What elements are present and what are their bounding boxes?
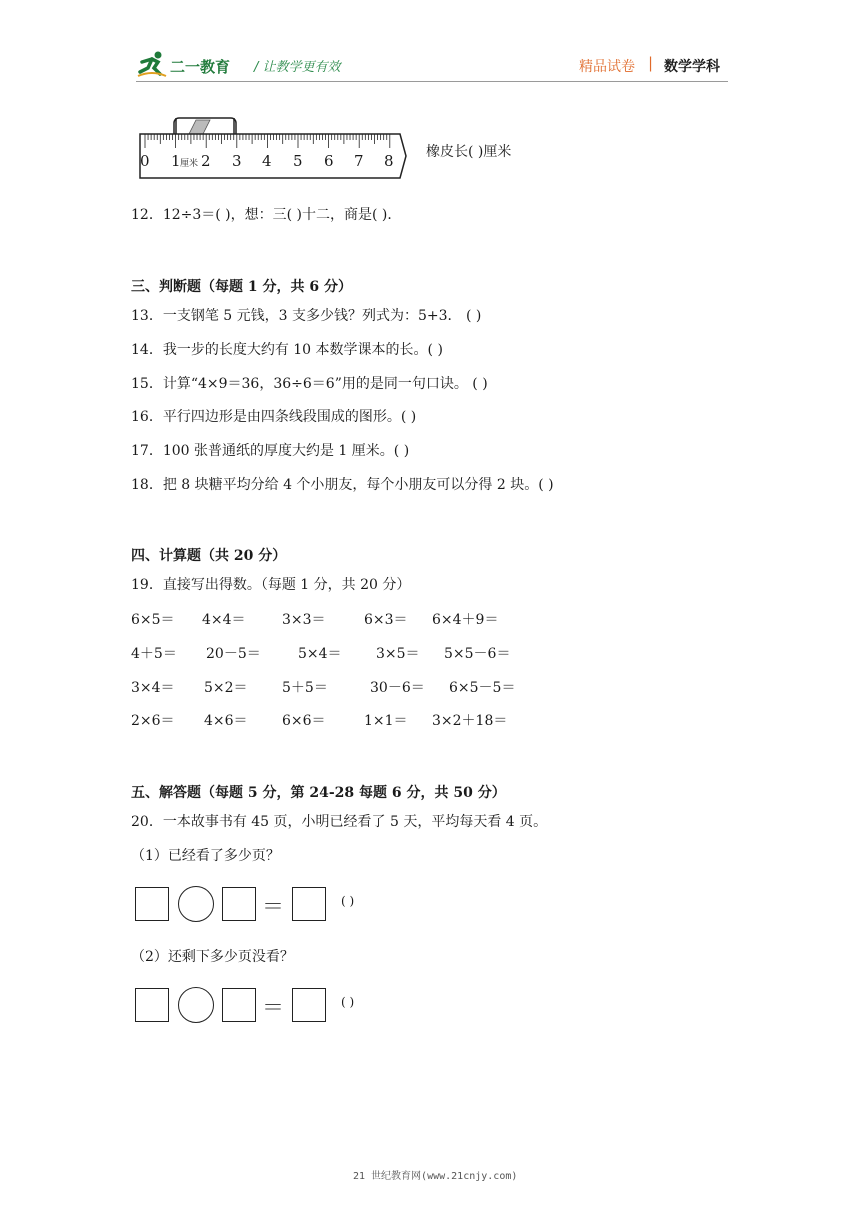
calc-item: 3×4＝ bbox=[131, 680, 175, 696]
ruler-label-4: 4 bbox=[262, 152, 272, 170]
slogan: / 让教学更有效 bbox=[254, 60, 341, 75]
header-divider bbox=[136, 81, 728, 82]
calc-item: 6×5－5＝ bbox=[449, 680, 516, 696]
ruler-label-3: 3 bbox=[232, 152, 242, 170]
answer-box[interactable] bbox=[222, 887, 256, 921]
calc-item: 1×1＝ bbox=[364, 713, 408, 729]
question-20-part-1: （1）已经看了多少页？ bbox=[131, 848, 280, 864]
question-17: 17．100 张普通纸的厚度大约是 1 厘米。( ) bbox=[131, 443, 410, 459]
calc-item: 4×4＝ bbox=[202, 612, 246, 628]
ruler-question: 橡皮长( )厘米 bbox=[426, 144, 512, 160]
answer-box[interactable] bbox=[222, 988, 256, 1022]
section-5-title: 五、解答题（每题 5 分，第 24-28 每题 6 分，共 50 分） bbox=[131, 785, 506, 801]
calc-item: 2×6＝ bbox=[131, 713, 175, 729]
question-20-part-2: （2）还剩下多少页没看？ bbox=[131, 949, 294, 965]
calc-item: 6×4＋9＝ bbox=[432, 612, 499, 628]
section-3-title: 三、判断题（每题 1 分，共 6 分） bbox=[131, 279, 352, 295]
question-16: 16．平行四边形是由四条线段围成的图形。( ) bbox=[131, 409, 417, 425]
calc-item: 3×3＝ bbox=[282, 612, 326, 628]
operator-circle[interactable] bbox=[178, 987, 214, 1023]
question-12: 12．12÷3＝( )，想：三( )十二，商是( )． bbox=[131, 207, 402, 223]
question-20: 20．一本故事书有 45 页，小明已经看了 5 天，平均每天看 4 页。 bbox=[131, 814, 548, 830]
ruler-unit-label: 厘米 bbox=[180, 159, 199, 169]
calc-item: 5×4＝ bbox=[298, 646, 342, 662]
question-19: 19．直接写出得数。（每题 1 分，共 20 分） bbox=[131, 577, 411, 593]
ruler-figure bbox=[138, 114, 408, 186]
ruler-label-7: 7 bbox=[354, 152, 364, 170]
ruler-labels bbox=[138, 152, 408, 172]
ruler-label-1: 1 bbox=[171, 152, 181, 170]
question-15: 15．计算“4×9＝36，36÷6＝6”用的是同一句口诀。 ( ) bbox=[131, 376, 488, 392]
question-13: 13．一支钢笔 5 元钱，3 支多少钱？列式为：5+3． ( ) bbox=[131, 308, 482, 324]
equals-sign: ＝ bbox=[262, 996, 285, 1021]
calc-item: 4＋5＝ bbox=[131, 646, 177, 662]
calc-item: 6×6＝ bbox=[282, 713, 326, 729]
section-4-title: 四、计算题（共 20 分） bbox=[131, 548, 287, 564]
calc-item: 30－6＝ bbox=[370, 680, 425, 696]
question-18: 18．把 8 块糖平均分给 4 个小朋友，每个小朋友可以分得 2 块。( ) bbox=[131, 477, 554, 493]
calc-item: 4×6＝ bbox=[204, 713, 248, 729]
logo-icon bbox=[136, 50, 168, 82]
answer-box[interactable] bbox=[292, 988, 326, 1022]
ruler-label-0: 0 bbox=[140, 152, 150, 170]
calc-item: 3×2＋18＝ bbox=[432, 713, 508, 729]
header-subject: 数学学科 bbox=[664, 59, 720, 75]
ruler-label-8: 8 bbox=[384, 152, 394, 170]
answer-box[interactable] bbox=[292, 887, 326, 921]
equals-sign: ＝ bbox=[262, 895, 285, 920]
calc-item: 20－5＝ bbox=[206, 646, 261, 662]
header-separator: | bbox=[648, 54, 654, 72]
ruler-label-6: 6 bbox=[324, 152, 334, 170]
calc-item: 5×2＝ bbox=[204, 680, 248, 696]
logo-text: 二一教育 bbox=[170, 58, 231, 76]
unit-paren: ( ) bbox=[341, 894, 355, 908]
calc-item: 3×5＝ bbox=[376, 646, 420, 662]
calc-item: 6×5＝ bbox=[131, 612, 175, 628]
ruler-label-5: 5 bbox=[293, 152, 303, 170]
operator-circle[interactable] bbox=[178, 886, 214, 922]
calc-item: 5＋5＝ bbox=[282, 680, 328, 696]
header-label: 精品试卷 bbox=[579, 59, 635, 75]
calc-item: 6×3＝ bbox=[364, 612, 408, 628]
footer: 21 世纪教育网(www.21cnjy.com) bbox=[353, 1171, 518, 1182]
unit-paren: ( ) bbox=[341, 995, 355, 1009]
ruler-label-2: 2 bbox=[201, 152, 211, 170]
answer-box[interactable] bbox=[135, 887, 169, 921]
calc-item: 5×5－6＝ bbox=[444, 646, 511, 662]
answer-box[interactable] bbox=[135, 988, 169, 1022]
question-14: 14．我一步的长度大约有 10 本数学课本的长。( ) bbox=[131, 342, 443, 358]
